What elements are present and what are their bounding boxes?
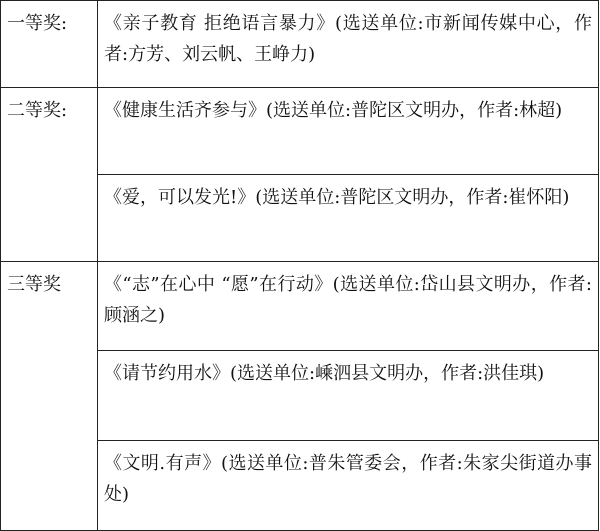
table-row-second-prize	[1, 88, 599, 175]
grade-label-first: 一等奖:	[1, 1, 98, 88]
award-entry: 《亲子教育 拒绝语言暴力》(选送单位:市新闻传媒中心，作者:方芳、刘云帆、王峥力)	[98, 1, 599, 88]
award-entry: 《健康生活齐参与》(选送单位:普陀区文明办，作者:林超)	[98, 88, 599, 175]
award-entry: 《“志”在心中 “愿”在行动》(选送单位:岱山县文明办，作者:顾涵之)	[98, 262, 599, 351]
award-entry: 《请节约用水》(选送单位:嵊泗县文明办，作者:洪佳琪)	[98, 351, 599, 441]
table-row-third-prize	[1, 262, 599, 351]
award-entry: 《文明.有声》(选送单位:普朱管委会，作者:朱家尖街道办事处)	[98, 441, 599, 531]
grade-label-third: 三等奖	[1, 262, 98, 531]
grade-label-second: 二等奖:	[1, 88, 98, 262]
award-entry: 《爱，可以发光!》(选送单位:普陀区文明办，作者:崔怀阳)	[98, 175, 599, 262]
table-row-first-prize	[1, 1, 599, 88]
